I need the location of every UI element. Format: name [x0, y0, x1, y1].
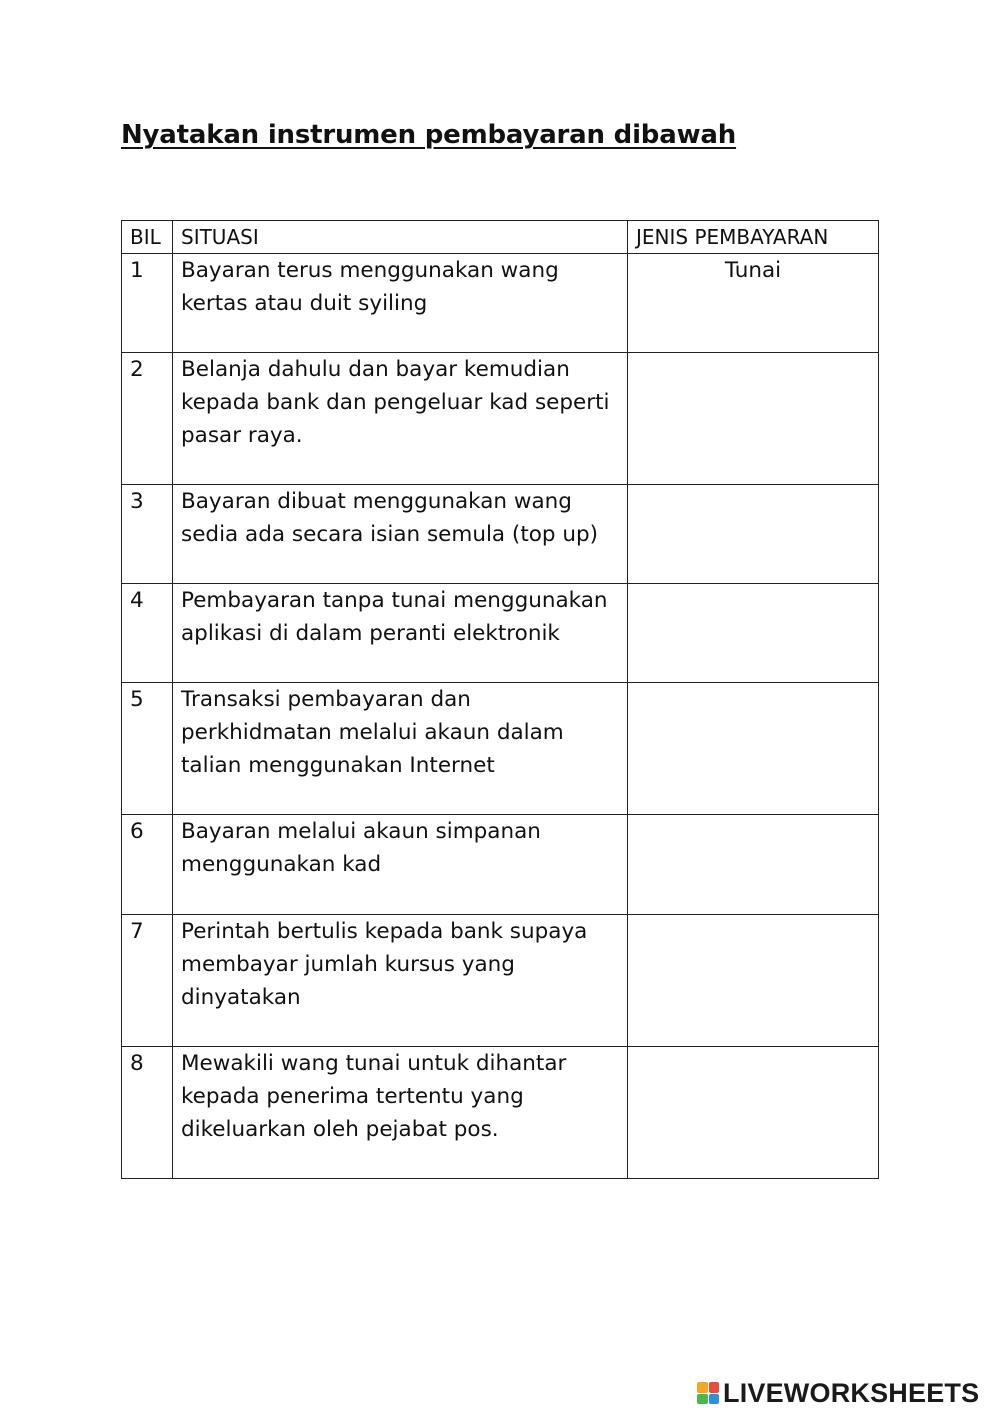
answer-cell[interactable]	[628, 683, 879, 815]
logo-square	[697, 1382, 708, 1393]
row-number: 8	[122, 1047, 173, 1179]
row-number: 1	[122, 254, 173, 353]
table-row	[122, 353, 879, 485]
table-row	[122, 815, 879, 915]
table-row	[122, 485, 879, 584]
header-jenis-pembayaran: JENIS PEMBAYARAN	[628, 221, 879, 254]
situation-text: Bayaran melalui akaun simpanan menggunakan kad	[173, 815, 628, 915]
answer-cell[interactable]	[628, 1047, 879, 1179]
answer-cell[interactable]: Tunai	[628, 254, 879, 353]
table-row	[122, 254, 879, 353]
situation-text: Transaksi pembayaran dan perkhidmatan melalui akaun dalam talian menggunakan Internet	[173, 683, 628, 815]
liveworksheets-logo-icon	[697, 1382, 719, 1404]
table-header-row	[122, 221, 879, 254]
situation-text: Bayaran dibuat menggunakan wang sedia ada secara isian semula (top up)	[173, 485, 628, 584]
header-bil: BIL	[122, 221, 173, 254]
row-number: 4	[122, 584, 173, 683]
answer-cell[interactable]	[628, 584, 879, 683]
payment-table	[121, 220, 879, 1179]
logo-square	[709, 1382, 720, 1393]
situation-text: Belanja dahulu dan bayar kemudian kepada bank dan pengeluar kad seperti pasar raya.	[173, 353, 628, 485]
row-number: 6	[122, 815, 173, 915]
situation-text: Perintah bertulis kepada bank supaya membayar jumlah kursus yang dinyatakan	[173, 915, 628, 1047]
brand-text: LIVEWORKSHEETS	[723, 1377, 980, 1408]
answer-cell[interactable]	[628, 915, 879, 1047]
answer-cell[interactable]	[628, 353, 879, 485]
situation-text: Mewakili wang tunai untuk dihantar kepada penerima tertentu yang dikeluarkan oleh pejabat pos.	[173, 1047, 628, 1179]
logo-square	[709, 1394, 720, 1405]
liveworksheets-brand	[697, 1378, 979, 1408]
table-row	[122, 683, 879, 815]
row-number: 3	[122, 485, 173, 584]
table-row	[122, 584, 879, 683]
header-situasi: SITUASI	[173, 221, 628, 254]
answer-cell[interactable]	[628, 815, 879, 915]
table-row	[122, 1047, 879, 1179]
situation-text: Bayaran terus menggunakan wang kertas atau duit syiling	[173, 254, 628, 353]
row-number: 7	[122, 915, 173, 1047]
table-row	[122, 915, 879, 1047]
logo-square	[697, 1394, 708, 1405]
row-number: 5	[122, 683, 173, 815]
situation-text: Pembayaran tanpa tunai menggunakan aplikasi di dalam peranti elektronik	[173, 584, 628, 683]
answer-cell[interactable]	[628, 485, 879, 584]
page-title: Nyatakan instrumen pembayaran dibawah	[121, 120, 737, 150]
row-number: 2	[122, 353, 173, 485]
